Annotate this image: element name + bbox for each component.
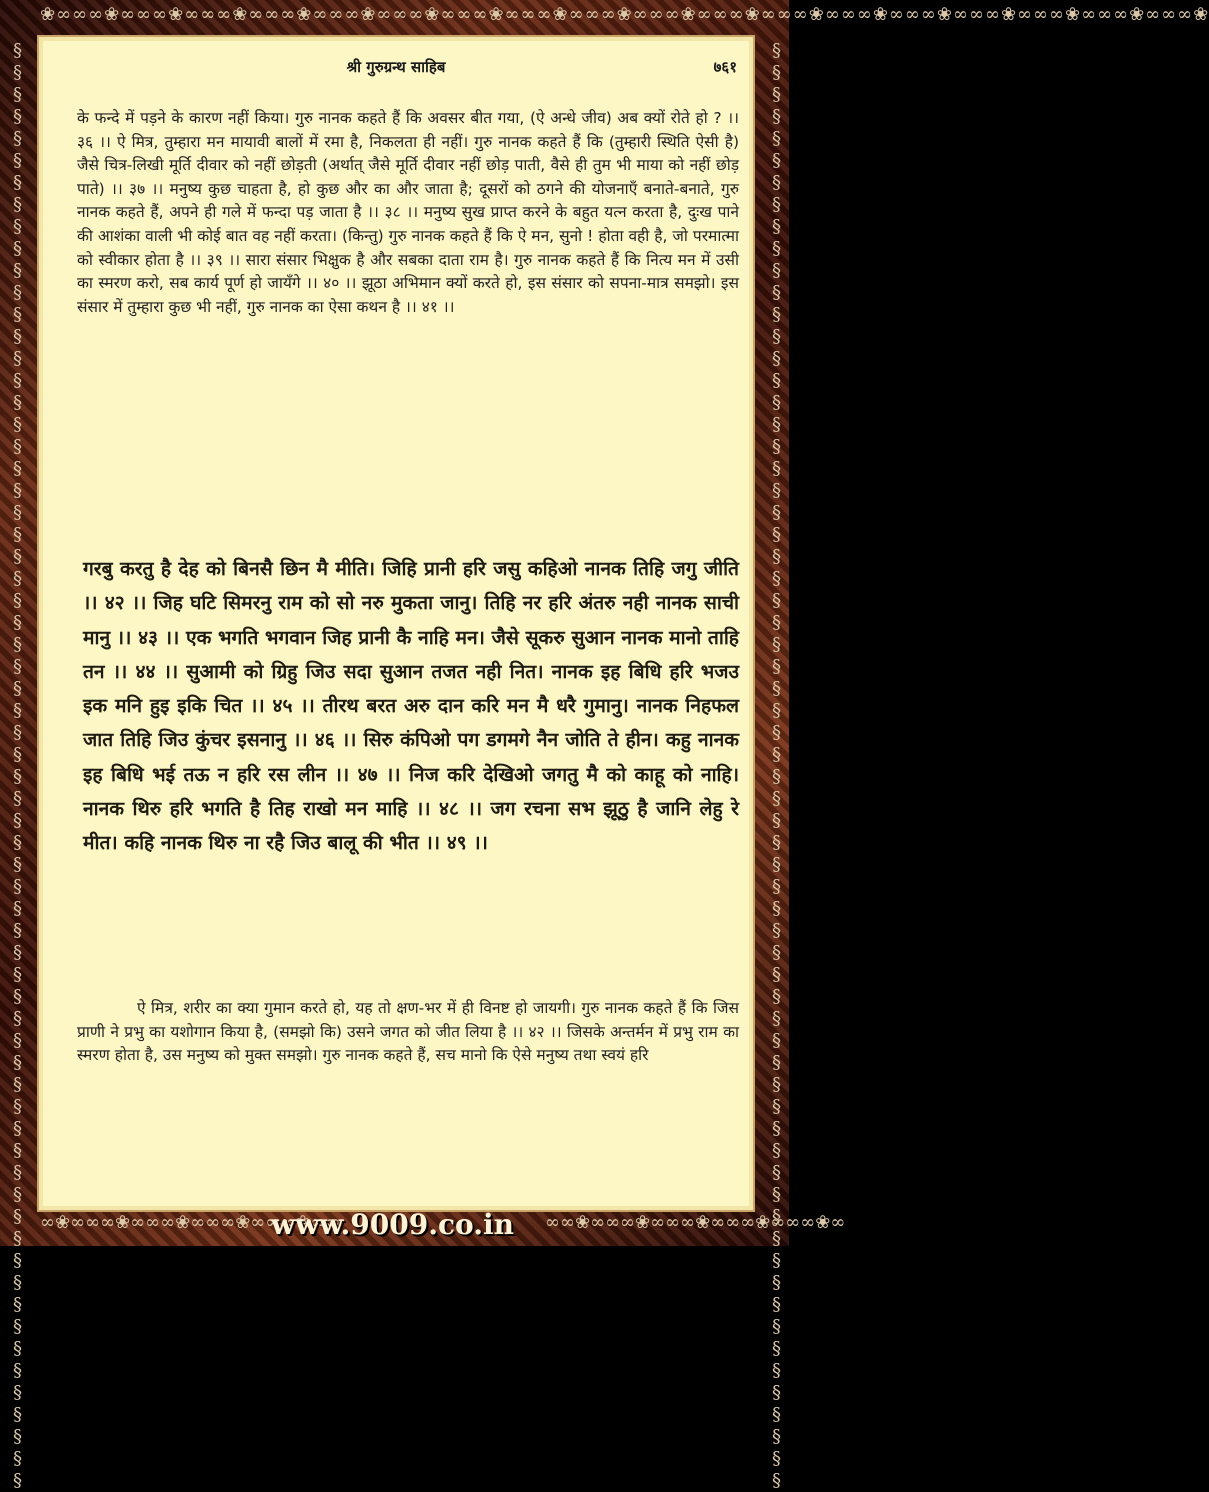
scripture-page	[37, 35, 755, 1212]
left-ornament-border: §§§§§§§§§§§§§§§§§§§§§§§§§§§§§§§§§§§§§§§§§§§§§§§§§§§§§§§§§§§§§§§§§§	[7, 40, 28, 1492]
footer-ornament-right: ∞∞❀∞∞∞❀∞∞∞❀∞∞∞❀∞∞∞❀∞	[545, 1212, 846, 1233]
right-ornament-border: §§§§§§§§§§§§§§§§§§§§§§§§§§§§§§§§§§§§§§§§§§§§§§§§§§§§§§§§§§§§§§§§§§	[766, 40, 787, 1492]
footer	[0, 1208, 846, 1242]
verse-block: गरबु करतु है देह को बिनसै छिन मै मीति। जिहि प्रानी हरि जसु कहिओ नानक तिहि जगु जीति ।। ४२ ।। जिह घटि सिमरनु राम को सो नरु मुकता जानु। तिहि नर हरि अंतरु नही नानक साची मानु ।। ४३ ।। एक भगति भगवान जिह प्रानी कै नाहि मन। जैसे सूकरु सुआन नानक मानो ताहि तन ।। ४४ ।। सुआमी को ग्रिहु जिउ सदा सुआन तजत नही नित। नानक इह बिधि हरि भजउ इक मनि हुइ इकि चित ।। ४५ ।। तीरथ बरत अरु दान करि मन मै धरै गुमानु। नानक निहफल जात तिहि जिउ कुंचर इसनानु ।। ४६ ।। सिरु कंपिओ पग डगमगे नैन जोति ते हीन। कहु नानक इह बिधि भई तऊ न हरि रस लीन ।। ४७ ।। निज करि देखिओ जगतु मै को काहू को नाहि। नानक थिरु हरि भगति है तिह राखो मन माहि ।। ४८ ।। जग रचना सभ झूठु है जानि लेहु रे मीत। कहि नानक थिरु ना रहै जिउ बालू की भीत ।। ४९ ।।	[83, 557, 739, 855]
top-ornament-border: ❀∞∞∞❀∞∞∞❀∞∞∞❀∞∞∞❀∞∞∞❀∞∞∞❀∞∞∞❀∞∞∞❀∞∞∞❀∞∞∞❀∞∞∞❀∞∞∞❀∞∞∞❀∞∞∞❀∞∞∞❀∞∞∞❀∞∞∞❀∞∞∞❀	[40, 4, 1209, 25]
page-header	[39, 57, 753, 81]
commentary-paragraph-2: ऐ मित्र, शरीर का क्या गुमान करते हो, यह तो क्षण-भर में ही विनष्ट हो जायगी। गुरु नानक कहते हैं कि जिस प्राणी ने प्रभु का यशोगान किया है, (समझो कि) उसने जगत को जीत लिया है ।। ४२ ।। जिसके अन्तर्मन में प्रभु राम का स्मरण होता है, उस मनुष्य को मुक्त समझो। गुरु नानक कहते हैं, सच मानो कि ऐसे मनुष्य तथा स्वयं हरि	[77, 999, 739, 1065]
page-title: श्री गुरुग्रन्थ साहिब	[346, 58, 446, 76]
commentary-paragraph-1: के फन्दे में पड़ने के कारण नहीं किया। गुरु नानक कहते हैं कि अवसर बीत गया, (ऐ अन्धे जीव) अब क्यों रोते हो ? ।। ३६ ।। ऐ मित्र, तुम्हारा मन मायावी बालों में रमा है, निकलता ही नहीं। गुरु नानक कहते हैं कि (तुम्हारी स्थिति ऐसी है) जैसे चित्र-लिखी मूर्ति दीवार को नहीं छोड़ती (अर्थात् जैसे मूर्ति दीवार नहीं छोड़ पाती, वैसे ही तुम भी माया को नहीं छोड़ पाते) ।। ३७ ।। मनुष्य कुछ चाहता है, हो कुछ और का और जाता है; दूसरों को ठगने की योजनाएँ बनाते-बनाते, गुरु नानक कहते हैं, अपने ही गले में फन्दा पड़ जाता है ।। ३८ ।। मनुष्य सुख प्राप्त करने के बहुत यत्न करता है, दुःख पाने की आशंका वाली भी कोई बात वह नहीं करता। (किन्तु) गुरु नानक कहते हैं कि ऐ मन, सुनो ! होता वही है, जो परमात्मा को स्वीकार होता है ।। ३९ ।। सारा संसार भिक्षुक है और सबका दाता राम है। गुरु नानक कहते हैं कि नित्य मन में उसी का स्मरण करो, सब कार्य पूर्ण हो जायँगे ।। ४० ।। झूठा अभिमान क्यों करते हो, इस संसार को सपना-मात्र समझो। इस संसार में तुम्हारा कुछ भी नहीं, गुरु नानक का ऐसा कथन है ।। ४१ ।।	[77, 109, 739, 316]
page-number: ७६१	[713, 58, 737, 76]
site-url[interactable]: www.9009.co.in	[271, 1208, 514, 1241]
footer-ornament-left: ∞❀∞∞∞❀∞∞∞❀∞∞∞❀∞∞∞❀∞∞	[40, 1212, 341, 1233]
